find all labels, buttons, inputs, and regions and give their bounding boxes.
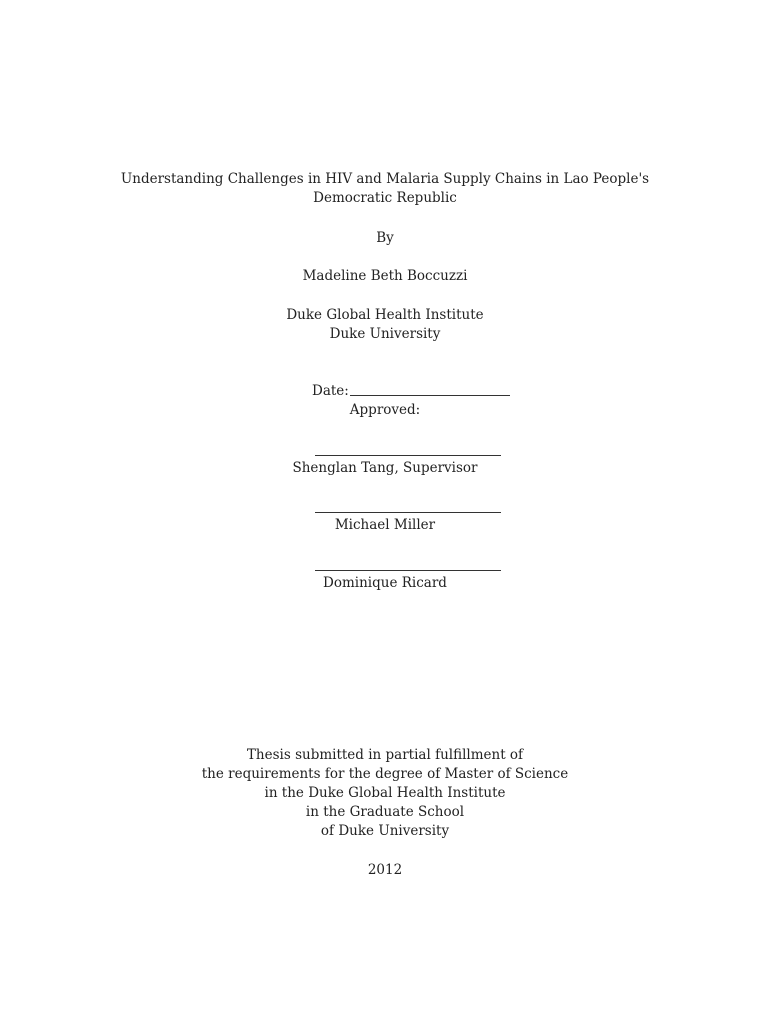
signatory-committee-2: Dominique Ricard: [323, 575, 447, 591]
thesis-title-line-2: Democratic Republic: [313, 190, 457, 206]
author-name: Madeline Beth Boccuzzi: [302, 268, 468, 284]
signature-line-committee-2[interactable]: [315, 570, 501, 571]
date-field[interactable]: [312, 382, 510, 401]
date-label: Date:: [312, 383, 349, 399]
statement-line-2: the requirements for the degree of Master of Science: [201, 766, 569, 782]
statement-line-3: in the Duke Global Health Institute: [264, 785, 506, 801]
year: 2012: [367, 862, 403, 878]
institute-name: Duke Global Health Institute: [286, 307, 484, 323]
statement-line-1: Thesis submitted in partial fulfillment of: [246, 747, 524, 763]
signatory-committee-1: Michael Miller: [334, 517, 436, 533]
statement-line-4: in the Graduate School: [305, 804, 465, 820]
university-name: Duke University: [329, 326, 441, 342]
signatory-supervisor: Shenglan Tang, Supervisor: [292, 460, 478, 476]
signature-line-committee-1[interactable]: [315, 512, 501, 513]
by-label: By: [376, 230, 394, 246]
signature-line-supervisor[interactable]: [315, 455, 501, 456]
statement-line-5: of Duke University: [320, 823, 450, 839]
date-blank-line[interactable]: [350, 395, 510, 396]
thesis-title-line-1: Understanding Challenges in HIV and Malaria Supply Chains in Lao People's: [120, 171, 650, 187]
approved-label: Approved:: [349, 402, 421, 418]
